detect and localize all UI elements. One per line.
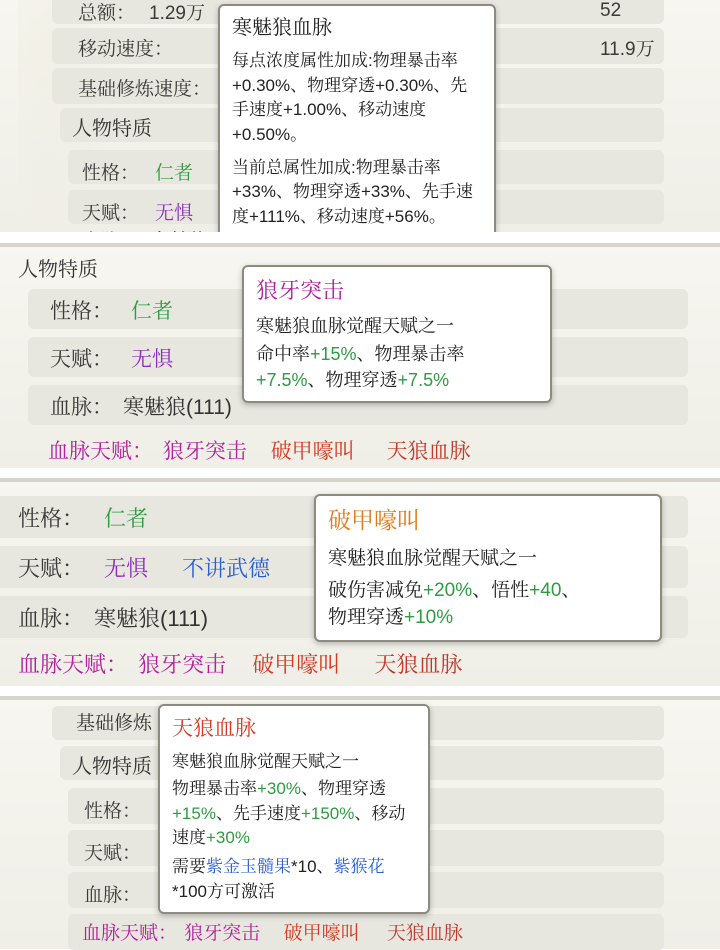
trait-value[interactable]: 仁者 [155,162,194,184]
trait-label: 天赋： [84,842,142,864]
trait-label: 性格： [50,300,113,323]
trait-label: 天赋： [82,202,140,224]
panel-divider [0,232,720,243]
bloodline-talent-row [48,435,471,465]
effect-text: 、物理穿透 [300,779,386,799]
character-panel-4 [0,696,720,949]
trait-label: 血脉： [18,605,85,631]
tooltip-bloodline-info [218,4,496,241]
bloodline-talent-row [18,648,462,679]
trait-personality [84,790,141,828]
trait-talent [84,832,141,870]
panel-top-border [0,696,720,700]
bloodline-talent-item[interactable]: 天狼血脉 [386,440,471,463]
trait-value-extra[interactable]: 不讲武德 [182,555,271,581]
trait-label: 性格： [18,505,85,531]
req-text: *100方可激活 [172,881,275,901]
trait-talent [82,192,193,230]
trait-label: 性格： [84,800,142,822]
trait-personality [50,291,173,329]
trait-bloodline [18,598,208,636]
effect-text: 物理穿透 [328,607,405,629]
stat-label: 移动速度： [78,38,174,60]
panel-top-border [0,243,720,247]
bloodline-talent-item[interactable]: 破甲嚎叫 [270,440,355,463]
stat-total-label [78,0,205,30]
tooltip-effects [328,577,648,632]
bloodline-talent-label: 血脉天赋： [82,923,178,944]
stat-value: 1.29万 [149,2,205,24]
tooltip-body [232,49,482,229]
trait-bloodline [84,874,141,912]
trait-value[interactable]: 寒魅狼(111) [94,605,209,631]
tooltip-title: 狼牙突击 [256,278,345,303]
bloodline-talent-item[interactable]: 天狼血脉 [374,652,463,677]
stat-move-speed [78,28,173,66]
bloodline-talent-row [82,918,463,945]
trait-personality [18,498,148,536]
stat-label: 总额： [78,2,136,24]
trait-value[interactable]: 无惧 [155,202,194,224]
effect-bonus: +7.5% [256,370,308,391]
tooltip-subtitle: 寒魅狼血脉觉醒天赋之一 [172,752,359,772]
panel-top-border [0,478,720,482]
trait-label: 性格： [82,162,140,184]
effect-tail: 、物理暴击率 [356,343,465,364]
character-panel-1 [0,0,720,232]
bloodline-talent-item[interactable]: 破甲嚎叫 [252,652,341,677]
bloodline-talent-label: 血脉天赋： [48,440,153,463]
effect-bonus: +20% [423,579,473,601]
section-title-traits: 人物特质 [72,118,152,140]
panel-divider [0,686,720,696]
effect-text: 、先手速度 [215,803,301,823]
stat-move-speed-right [600,28,655,66]
effect-bonus: +15% [172,803,216,823]
tooltip-requirements [172,855,416,904]
effect-tail: 、物理穿透 [307,370,398,391]
tooltip-subtitle: 寒魅狼血脉觉醒天赋之一 [328,548,538,570]
trait-talent [18,548,270,586]
section-title-traits: 人物特质 [18,259,98,281]
stat-label: 基础修炼速度： [78,78,212,100]
bloodline-talent-item[interactable]: 狼牙突击 [162,440,247,463]
stat-right-value: 52 [600,0,622,21]
tooltip-subtitle: 寒魅狼血脉觉醒天赋之一 [256,315,454,336]
tooltip-talent-langyatuji [242,265,552,403]
stat-right-value: 11.9万 [600,38,655,60]
bloodline-talent-item[interactable]: 狼牙突击 [138,652,227,677]
trait-value[interactable]: 仁者 [104,505,149,531]
req-text: 需要 [172,857,206,876]
stat-total-right [600,0,621,30]
trait-bloodline [50,387,232,425]
effect-text: 、悟性 [472,579,530,601]
effect-text: 、 [561,579,581,601]
effect-bonus: +15% [310,343,357,364]
req-item: 紫猴花 [333,857,385,876]
trait-talent [50,339,173,377]
trait-value[interactable]: 无惧 [131,348,173,371]
effect-text: 命中率 [256,343,310,364]
tooltip-title: 破甲嚎叫 [328,507,420,533]
section-title-traits: 人物特质 [72,756,152,778]
effect-bonus: +150% [300,803,355,823]
trait-value[interactable]: 仁者 [131,300,173,323]
stat-base-cultivation [78,68,211,106]
req-item: 紫金玉髓果 [206,857,291,876]
trait-personality [82,152,193,190]
effect-text: 物理暴击率 [172,779,257,799]
trait-value[interactable]: 无惧 [104,555,149,581]
effect-bonus: +7.5% [397,370,450,391]
trait-label: 血脉： [50,396,113,419]
effect-bonus: +30% [257,779,301,799]
trait-label: 天赋： [50,348,113,371]
tooltip-line: 每点浓度属性加成:物理暴击率+0.30%、物理穿透+0.30%、先手速度+1.00%、移动速度+0.50%。 [232,51,468,144]
effect-bonus: +30% [206,828,250,848]
effect-text: 、移动 [354,803,406,823]
tooltip-effects [172,777,416,851]
tooltip-talent-tianlangxuemai [158,704,430,914]
character-panel-3 [0,478,720,686]
tooltip-title: 天狼血脉 [172,717,256,740]
bloodline-talent-item[interactable]: 天狼血脉 [386,923,463,944]
bloodline-talent-item[interactable]: 破甲嚎叫 [283,923,360,944]
req-text: *10、 [291,857,334,876]
tooltip-title: 寒魅狼血脉 [232,17,332,39]
effect-bonus: +10% [404,607,454,629]
effect-text: 速度 [172,828,206,848]
trait-value[interactable]: 寒魅狼(111) [123,396,232,419]
effect-bonus: +40 [529,579,562,601]
effect-text: 破伤害减免 [328,579,424,601]
character-panel-2 [0,243,720,468]
tooltip-effects [256,341,538,393]
bloodline-talent-label: 血脉天赋： [18,652,129,677]
trait-label: 天赋： [18,555,85,581]
tooltip-talent-pojiahaojiao [314,494,662,642]
bloodline-talent-item[interactable]: 狼牙突击 [184,923,261,944]
tooltip-line: 当前总属性加成:物理暴击率+33%、物理穿透+33%、先手速度+111%、移动速度+56%。 [232,157,473,226]
trait-label: 血脉： [84,884,142,906]
stat-base-cultivation: 基础修炼 [76,713,153,734]
panel-divider [0,468,720,478]
